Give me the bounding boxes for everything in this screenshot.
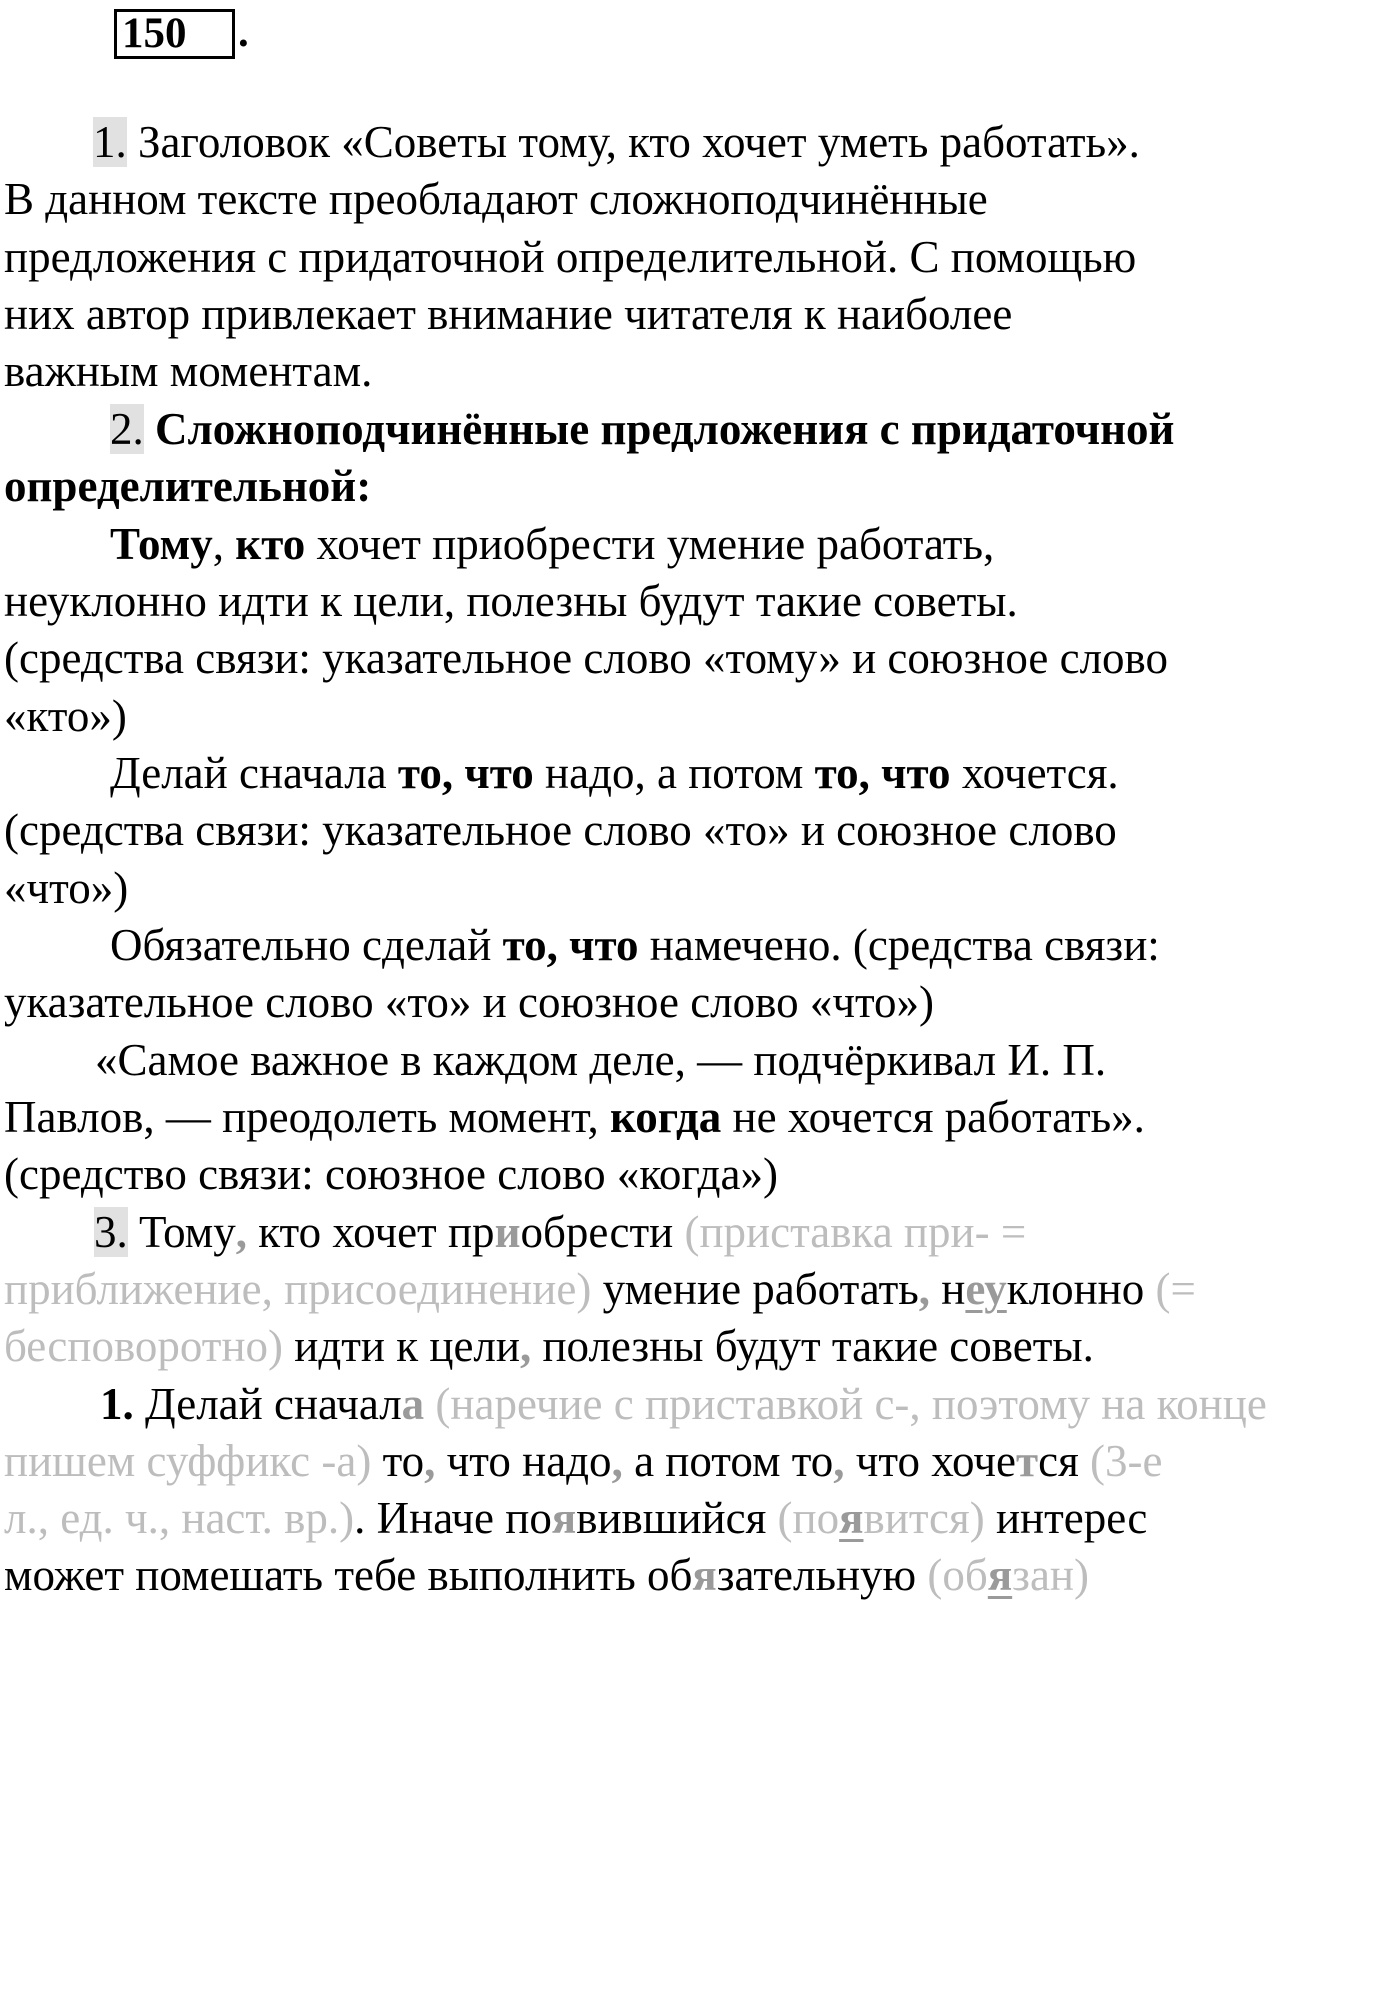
p3-text: полезны будут такие советы. bbox=[531, 1321, 1094, 1371]
s1-line-2: неуклонно идти к цели, полезны будут такие советы. bbox=[4, 576, 1018, 626]
p4-note: (по bbox=[777, 1493, 840, 1543]
exercise-number-dot: . bbox=[238, 9, 249, 56]
s4-part-a: Павлов, — преодолеть момент, bbox=[4, 1092, 610, 1142]
p3-text: идти к цели bbox=[283, 1321, 520, 1371]
p4-comma: , bbox=[424, 1436, 436, 1486]
s3-word-to: то bbox=[502, 920, 547, 970]
p4-note: вится) bbox=[863, 1493, 985, 1543]
p3-marker: 3. bbox=[94, 1207, 128, 1257]
p4-line-4 bbox=[0, 1540, 1400, 1611]
p4-text: что хоче bbox=[844, 1436, 1016, 1486]
s2-part-c: хочется. bbox=[950, 748, 1119, 798]
s3-part-b: намечено. (средства связи: bbox=[638, 920, 1160, 970]
s3-comma: , bbox=[546, 920, 570, 970]
p1-line-2: В данном тексте преобладают сложноподчинённые bbox=[4, 174, 988, 224]
s1-line-4: «кто») bbox=[4, 691, 127, 741]
p4-text: а потом то bbox=[622, 1436, 834, 1486]
s3-part-a: Обязательно сделай bbox=[110, 920, 503, 970]
p3-orthogram: и bbox=[494, 1207, 521, 1257]
s2-line-3: «что») bbox=[4, 863, 129, 913]
p3-text: кто хочет пр bbox=[246, 1207, 495, 1257]
p3-text: обрести bbox=[520, 1207, 685, 1257]
p3-text: Тому bbox=[127, 1207, 236, 1257]
p4-note-orthogram: я bbox=[839, 1493, 864, 1543]
s2-part-b: надо, а потом bbox=[533, 748, 815, 798]
p4-text: что надо bbox=[435, 1436, 612, 1486]
s1-word-kto: кто bbox=[235, 519, 306, 569]
p3-note: (= bbox=[1155, 1264, 1196, 1314]
p3-note: приближение, присоединение) bbox=[4, 1264, 592, 1314]
p4-orthogram: я bbox=[692, 1550, 717, 1600]
p4-text: интерес bbox=[984, 1493, 1148, 1543]
p1-marker: 1. bbox=[93, 117, 127, 167]
p4-text: ся bbox=[1038, 1436, 1091, 1486]
p2-heading: Сложноподчинённые предложения с придаточной bbox=[143, 404, 1175, 454]
s1-comma: , bbox=[212, 519, 236, 569]
p2-marker: 2. bbox=[110, 404, 144, 454]
p4-text: может помешать тебе выполнить об bbox=[4, 1550, 693, 1600]
s2-word-chto-1: что bbox=[464, 748, 534, 798]
p4-text: . Иначе по bbox=[354, 1493, 552, 1543]
exercise-number: 150 bbox=[122, 10, 187, 57]
p4-note: л., ед. ч., наст. вр.) bbox=[4, 1493, 355, 1543]
p3-text: умение работать bbox=[591, 1264, 919, 1314]
exercise-number-box bbox=[114, 9, 235, 59]
p3-note: (приставка при- = bbox=[684, 1207, 1027, 1257]
p4-note-orthogram: я bbox=[987, 1550, 1013, 1600]
s2-comma-1: , bbox=[441, 748, 465, 798]
s2-line-2: (средства связи: указательное слово «то» и союзное слово bbox=[4, 805, 1117, 855]
p1-line-3: предложения с придаточной определительной. С помощью bbox=[4, 232, 1137, 282]
s4-line-1: «Самое важное в каждом деле, — подчёркивал И. П. bbox=[95, 1035, 1107, 1085]
p3-comma: , bbox=[519, 1321, 532, 1371]
p1-line-5: важным моментам. bbox=[4, 346, 373, 396]
p4-text: то bbox=[371, 1436, 425, 1486]
p4-orthogram: я bbox=[551, 1493, 577, 1543]
p4-text: вившийся bbox=[576, 1493, 778, 1543]
p3-orthogram: еу bbox=[965, 1264, 1007, 1314]
p4-note: (наречие с приставкой с-, поэтому на конце bbox=[424, 1379, 1267, 1429]
p4-orthogram: а bbox=[401, 1379, 425, 1429]
s1-word-tomu: Тому bbox=[110, 519, 213, 569]
p1-line-4: них автор привлекает внимание читателя к наиболее bbox=[4, 289, 1013, 339]
p1-text: Заголовок «Советы тому, кто хочет уметь работать». bbox=[126, 117, 1140, 167]
p4-note: пишем суффикс -а) bbox=[4, 1436, 372, 1486]
p3-note: бесповоротно) bbox=[4, 1321, 284, 1371]
s1-line-3: (средства связи: указательное слово «тому» и союзное слово bbox=[4, 633, 1169, 683]
s2-word-to-2: то bbox=[814, 748, 859, 798]
s2-word-to-1: то bbox=[397, 748, 442, 798]
s4-part-b: не хочется работать». bbox=[721, 1092, 1145, 1142]
p4-text: Делай сначал bbox=[133, 1379, 402, 1429]
p4-marker: 1. bbox=[100, 1379, 134, 1429]
p3-text: н bbox=[930, 1264, 966, 1314]
p3-comma: , bbox=[235, 1207, 247, 1257]
s2-comma-2: , bbox=[858, 748, 882, 798]
p4-note: зан) bbox=[1012, 1550, 1089, 1600]
s2-part-a: Делай сначала bbox=[110, 748, 398, 798]
p3-text: клонно bbox=[1006, 1264, 1156, 1314]
s3-line-2: указательное слово «то» и союзное слово «что») bbox=[4, 977, 935, 1027]
p4-note: (3-е bbox=[1090, 1436, 1163, 1486]
s1-rest: хочет приобрести умение работать, bbox=[305, 519, 995, 569]
s4-word-kogda: когда bbox=[609, 1092, 722, 1142]
p4-comma: , bbox=[833, 1436, 845, 1486]
p3-comma: , bbox=[918, 1264, 931, 1314]
p2-heading-line-2: определительной: bbox=[4, 461, 372, 511]
s3-word-chto: что bbox=[569, 920, 639, 970]
s4-line-3: (средство связи: союзное слово «когда») bbox=[4, 1149, 778, 1199]
p4-comma: , bbox=[611, 1436, 623, 1486]
p4-orthogram: т bbox=[1015, 1436, 1039, 1486]
p4-note: (об bbox=[927, 1550, 988, 1600]
p4-text: зательную bbox=[716, 1550, 928, 1600]
s2-word-chto-2: что bbox=[881, 748, 951, 798]
